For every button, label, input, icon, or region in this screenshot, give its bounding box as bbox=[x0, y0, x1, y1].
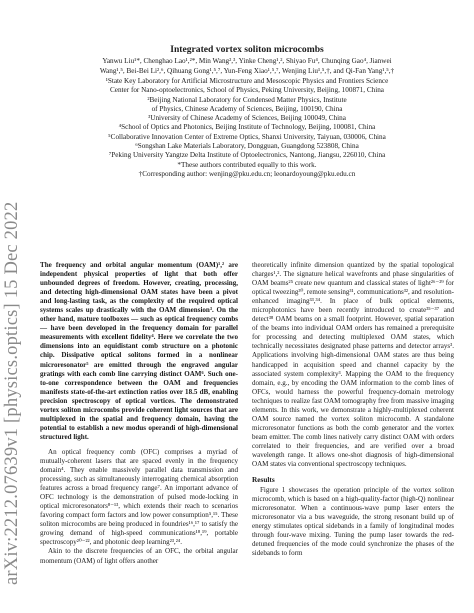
author-list bbox=[50, 57, 444, 76]
body-paragraph: Figure 1 showcases the operation principle of the vortex soliton microcomb, which is based on a high-quality-factor (high-Q) nonlinear microresonator. When a continuous-wave pump laser enters the microresonator via a bus waveguide, the strong resonant build up of energy stimulates optical sidebands in a family of longitudinal modes through four-wave mixing. Tuning the pump laser towards the red-detuned frequencies of the mode could synchronize the phases of the sidebands to form bbox=[252, 486, 454, 558]
affiliation-line: ¹State Key Laboratory for Artificial Microstructure and Mesoscopic Physics and Frontiers Science bbox=[105, 77, 389, 85]
arxiv-sidebar bbox=[0, 0, 34, 613]
affiliation-list bbox=[40, 77, 454, 179]
left-column bbox=[40, 261, 238, 566]
affiliation-line: ²Beijing National Laboratory for Condensed Matter Physics, Institute bbox=[147, 95, 347, 104]
corresponding-author-note: †Corresponding author: wenjing@pku.edu.cn; leonardoyoung@pku.edu.cn bbox=[138, 169, 356, 178]
arxiv-identifier: arXiv:2212.07639v1 [physics.optics] 15 Dec 2022 bbox=[2, 201, 22, 585]
body-paragraph: theoretically infinite dimension quantized by the spatial topological charges¹,². The signature helical wavefronts and phase singularities of OAM beams²⁵ create new quantum and classical states of light²⁶⁻²⁹ for optical tweezing³⁰, remote sensing³¹, communications³², and resolution-enhanced imaging³³,³⁴. In place of bulk optical elements, microphotonics have been recently introduced to create³⁵⁻³⁷ and detect³⁸ OAM beams on a small footprint. However, spatial separation of the beams into individual OAM orders has remained a prerequisite for processing and detecting multiplexed OAM states, which technically necessitates designated phase patterns and detector arrays³. Applications involving high-dimensional OAM states are thus being handicapped in acquisition speed and channel capacity by the associated system complexity³. Mapping the OAM to the frequency domain, e.g., by encoding the OAM information to the comb lines of OFCs, would harness the powerful frequency-domain metrology techniques to realize fast OAM tomography free from massive imaging elements. In this work, we demonstrate a highly-multiplexed coherent OAM source named the vortex soliton microcomb. A standalone microresonator functions as both the comb generator and the vortex beam emitter. The comb lines natively carry distinct OAM with orders correlated to their frequencies, and are verified over a broad wavelength range. It allows one-shot diagnosis of high-dimensional OAM states via conventional spectroscopy techniques. bbox=[252, 261, 454, 469]
paper-title: Integrated vortex soliton microcombs bbox=[170, 44, 324, 55]
affiliation-line: ³University of Chinese Academy of Sciences, Beijing 100049, China bbox=[148, 114, 346, 123]
right-column bbox=[252, 261, 454, 559]
paper-page bbox=[40, 0, 454, 613]
section-heading-results: Results bbox=[252, 475, 275, 485]
body-paragraph: An optical frequency comb (OFC) comprises a myriad of mutually-coherent lasers that are spaced evenly in the frequency domain⁴. They enable massively parallel data transmission and processing, such as simultaneously interrogating chemical absorption features across a broad frequency range⁷. An important advance of OFC technology is the demonstration of pulsed mode-locking in optical microresonators⁸⁻¹³, which extends their reach to scenarios favoring compact form factors and low power consumption⁵,¹⁵. These soliton microcombs are being produced in foundries¹⁶,¹⁷ to satisfy the growing demand of high-speed communications¹⁸,¹⁹, portable spectroscopy²⁰⁻²², and photonic deep learning²³,²⁴. bbox=[40, 447, 238, 547]
affiliation-line: ⁷Peking University Yangtze Delta Institute of Optoelectronics, Nantong, Jiangsu, 226010, China bbox=[108, 151, 386, 160]
equal-contribution-note: *These authors contributed equally to this work. bbox=[177, 160, 317, 169]
body-paragraph: Akin to the discrete frequencies of an OFC, the orbital angular momentum (OAM) of light offers another bbox=[40, 547, 238, 565]
author-line: Wang¹,⁵, Bei-Bei Li²,⁶, Qihuang Gong¹,⁵,⁷, Yun-Feng Xiao¹,⁵,⁷, Wenjing Liu¹,⁵,†, and Qi-Fan Yang¹,⁵,† bbox=[99, 66, 395, 75]
affiliation-line: ⁶Songshan Lake Materials Laboratory, Dongguan, Guangdong 523808, China bbox=[135, 142, 359, 151]
author-line: Yanwu Liu¹*, Chenghao Lao¹,²*, Min Wang²,³, Yinke Cheng¹,², Shiyao Fu⁴, Chunqing Gao⁴, Jianwei bbox=[102, 57, 392, 65]
affiliation-line: ⁵Collaborative Innovation Center of Extreme Optics, Shanxi University, Taiyuan, 030006, China bbox=[108, 132, 386, 141]
affiliation-line: Center for Nano-optoelectronics, School of Physics, Peking University, Beijing, 100871, China bbox=[109, 86, 384, 95]
affiliation-line: ⁴School of Optics and Photonics, Beijing Institute of Technology, Beijing, 100081, China bbox=[118, 123, 376, 132]
affiliation-line: of Physics, Chinese Academy of Sciences, Beijing, 100190, China bbox=[151, 104, 343, 113]
abstract: The frequency and orbital angular momentum (OAM)¹,² are independent physical properties of light that both offer unbounded degrees of freedom. However, creating, processing, and detecting high-dimensional OAM states have been a pivot and long-lasting task, as the complexity of the required optical systems scales up drastically with the OAM dimension³. On the other hand, mature toolboxes — such as optical frequency combs — have been developed in the frequency domain for parallel measurements with excellent fidelity⁴. Here we correlate the two dimensions into an equidistant comb structure on a photonic chip. Dissipative optical solitons formed in a nonlinear microresonator⁵ are emitted through the engraved angular gratings with each comb line carrying distinct OAM⁶. Such one-to-one correspondence between the OAM and frequencies manifests state-of-the-art extinction ratios over 18.5 dB, enabling precision spectroscopy of optical vortices. The demonstrated vortex soliton microcombs provide coherent light sources that are multiplexed in the spatial and frequency domain, having the potential to establish a new modus operandi of high-dimensional structured light. bbox=[40, 261, 238, 441]
